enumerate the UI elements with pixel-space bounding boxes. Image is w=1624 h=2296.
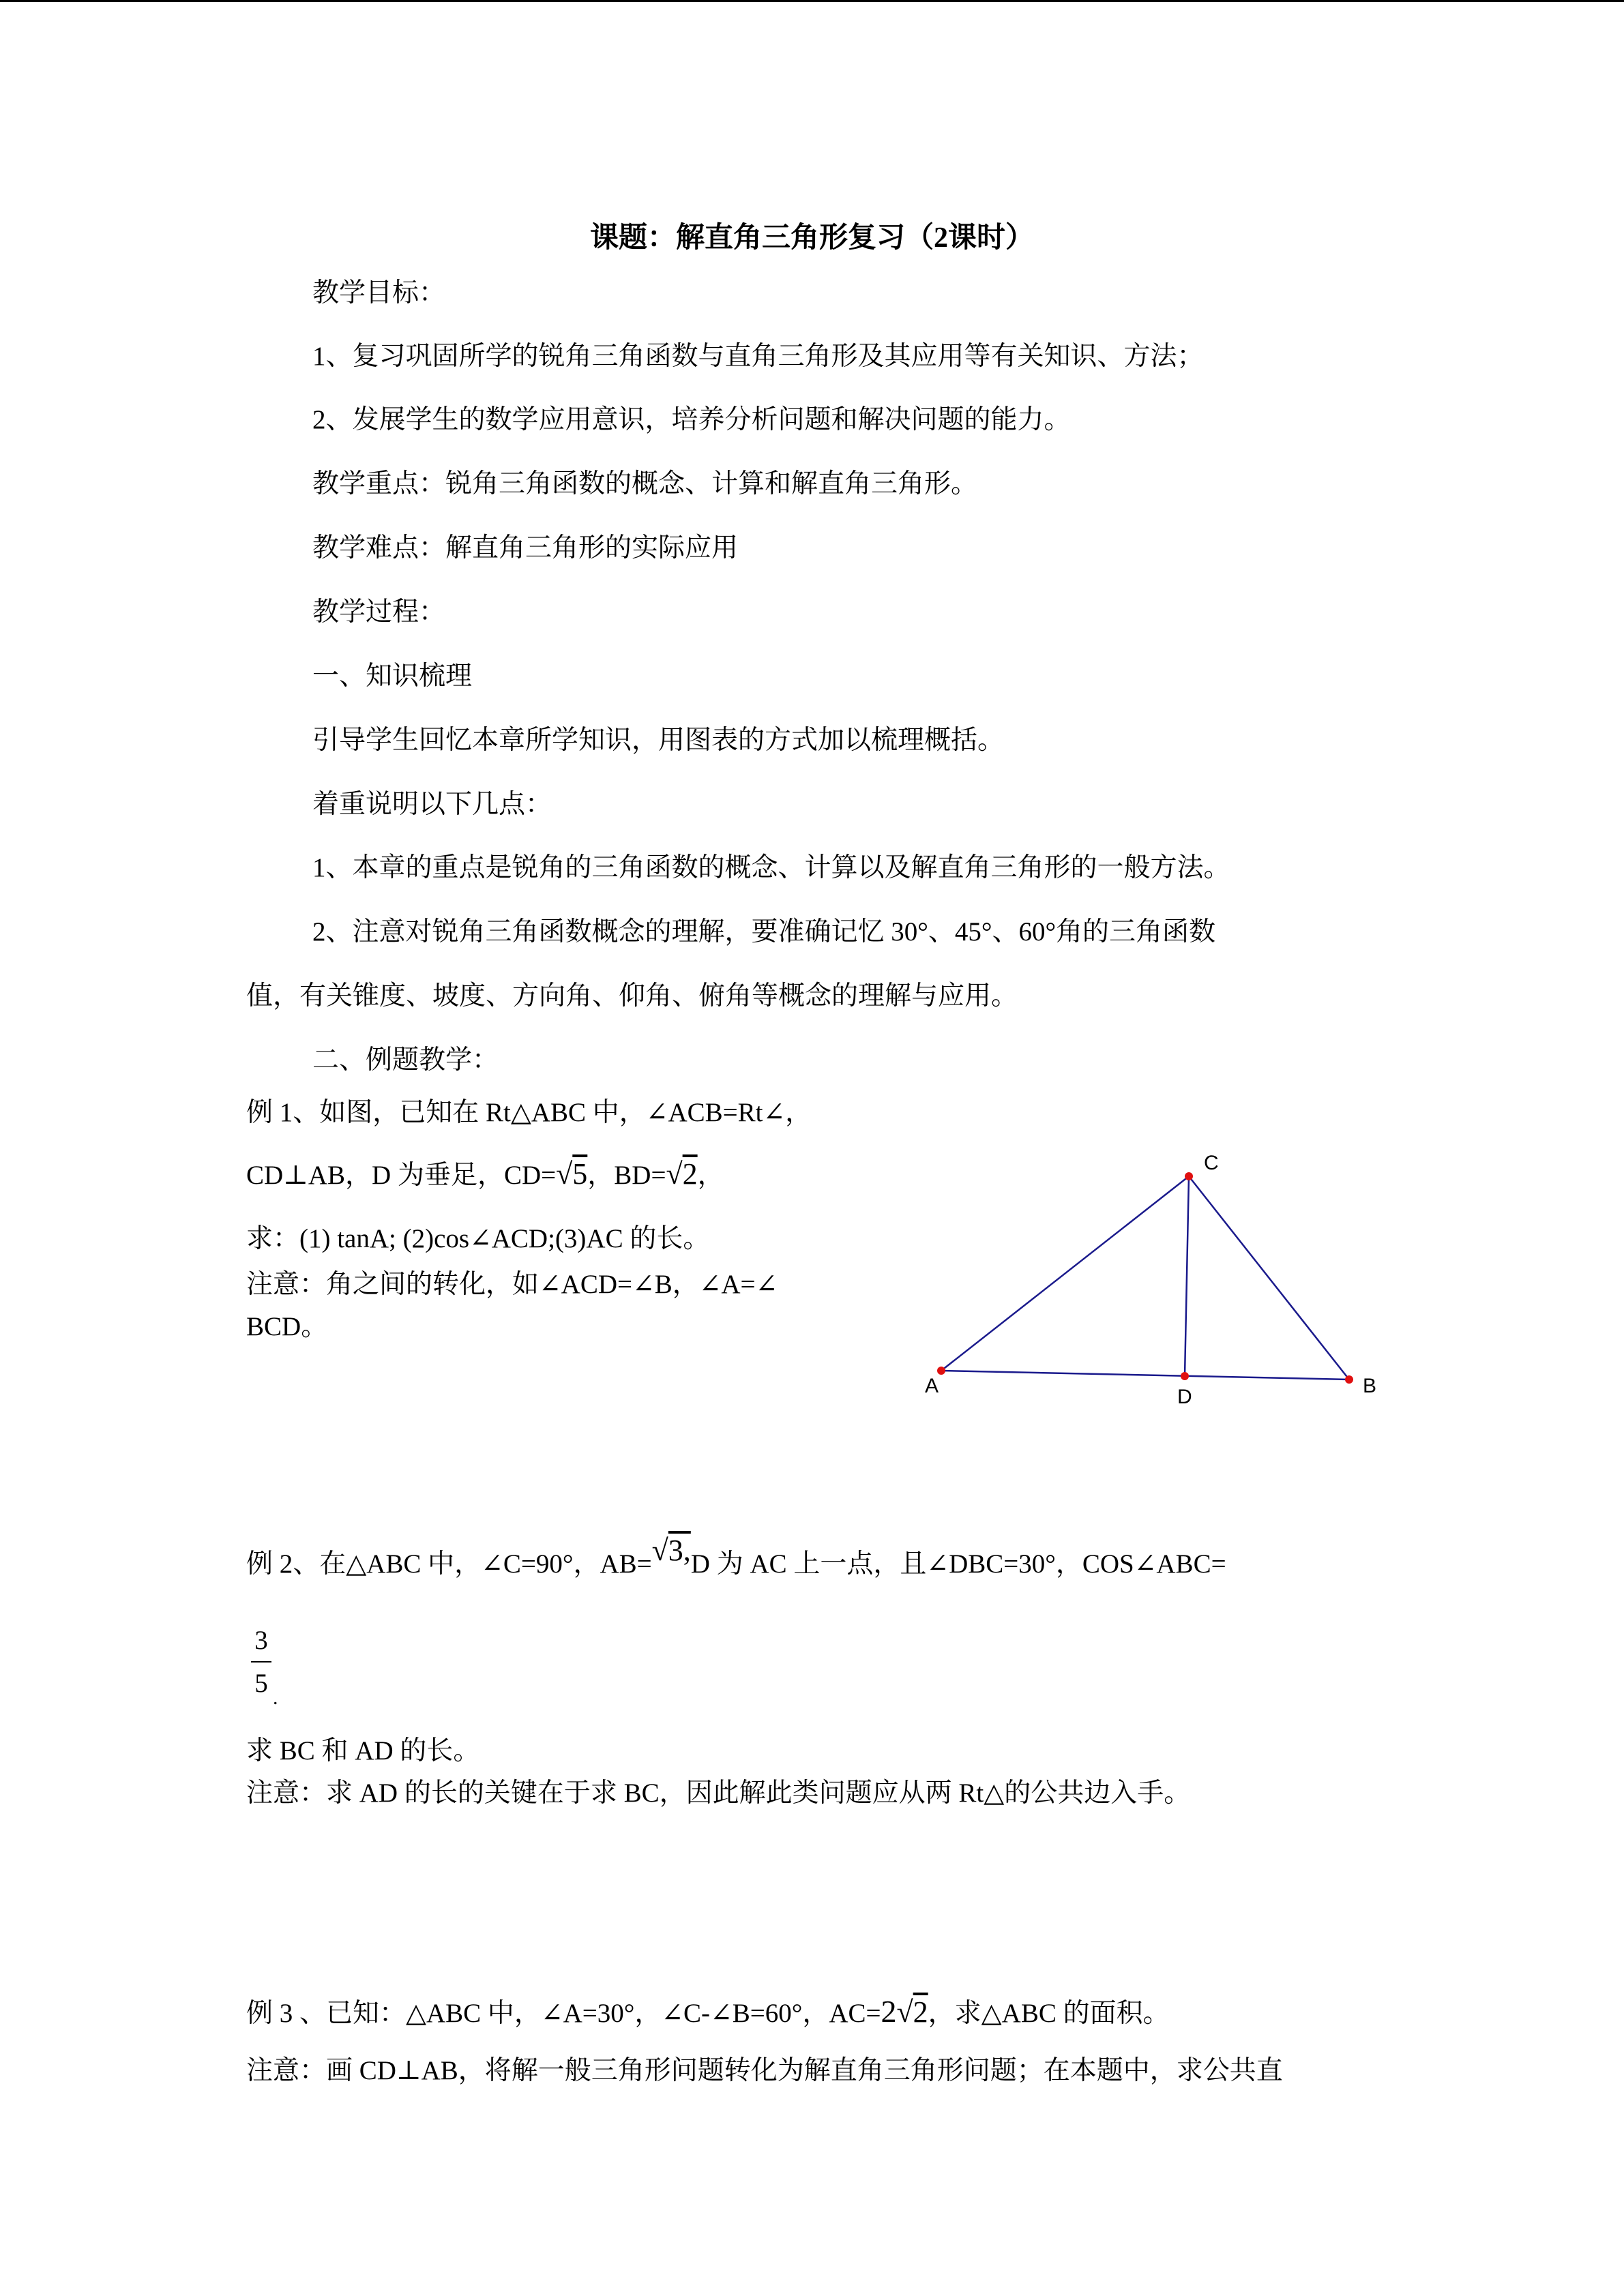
point-1: 1、本章的重点是锐角的三角函数的概念、计算以及解直角三角形的一般方法。 [312, 853, 1230, 882]
guide-text: 引导学生回忆本章所学知识，用图表的方式加以梳理概括。 [312, 726, 1005, 755]
example-1-line-5: BCD。 [246, 1312, 328, 1341]
label-a: A [925, 1375, 939, 1397]
difficulty-point: 教学难点：解直角三角形的实际应用 [312, 533, 739, 563]
example-1-line-2 [246, 1159, 724, 1189]
example-2-line-1 [246, 1534, 1226, 1579]
example-1-line-2-pre: CD⊥AB，D 为垂足，CD= [246, 1161, 557, 1190]
fraction-bar [251, 1661, 271, 1663]
point-a [937, 1367, 945, 1375]
objective-2: 2、发展学生的数学应用意识，培养分析问题和解决问题的能力。 [312, 405, 1071, 434]
example-2-note: 注意：求 AD 的长的关键在于求 BC，因此解此类问题应从两 Rt△的公共边入手。 [246, 1778, 1191, 1808]
example-3-pre: 例 3 、已知：△ABC 中，∠A=30°，∠C-∠B=60°，AC= [246, 1999, 881, 2028]
fraction-numerator: 3 [254, 1626, 268, 1655]
section-2-heading: 二、例题教学： [312, 1045, 499, 1075]
key-point: 教学重点：锐角三角函数的概念、计算和解直角三角形。 [312, 469, 978, 498]
objectives-heading: 教学目标： [312, 278, 446, 308]
fraction-denominator: 5 [254, 1669, 268, 1698]
example-2-post: D 为 AC 上一点，且∠DBC=30°，COS∠ABC= [690, 1549, 1226, 1579]
example-3-line-1 [246, 1996, 1170, 2027]
top-border [0, 0, 1624, 2]
example-1-line-4: 注意：角之间的转化，如∠ACD=∠B，∠A=∠ [246, 1270, 778, 1299]
section-1-heading: 一、知识梳理 [312, 661, 473, 691]
example-1-line-2-mid: ，BD= [587, 1161, 666, 1190]
label-b: B [1363, 1375, 1377, 1397]
example-2-ask: 求 BC 和 AD 的长。 [246, 1736, 480, 1765]
point-c [1185, 1172, 1193, 1180]
objective-1: 1、复习巩固所学的锐角三角函数与直角三角形及其应用等有关知识、方法； [312, 342, 1204, 371]
example-1-line-3: 求：(1) tanA; (2)cos∠ACD;(3)AC 的长。 [246, 1224, 710, 1253]
label-d: D [1177, 1386, 1192, 1408]
example-1-line-2-post: ， [697, 1161, 724, 1190]
side-ab [941, 1371, 1349, 1380]
point-d [1181, 1372, 1189, 1380]
fraction-tail: . [273, 1686, 278, 1709]
sqrt-2-ex3: √2 [896, 1995, 928, 2029]
point-b [1345, 1375, 1353, 1384]
example-3-note: 注意：画 CD⊥AB，将解一般三角形问题转化为解直角三角形问题；在本题中，求公共直 [246, 2056, 1283, 2085]
sqrt-3: √3, [651, 1534, 691, 1567]
point-2-line-2: 值，有关锥度、坡度、方向角、仰角、俯角等概念的理解与应用。 [246, 981, 1018, 1011]
fraction-3-5 [251, 1625, 271, 1699]
sqrt-2: √2 [666, 1157, 698, 1191]
example-3-coef: 2 [881, 1994, 897, 2029]
process-heading: 教学过程： [312, 597, 446, 627]
side-ac [941, 1176, 1189, 1371]
emphasis-text: 着重说明以下几点： [312, 790, 552, 819]
page-title: 课题：解直角三角形复习（2课时） [589, 222, 1034, 254]
example-3-post: ，求△ABC 的面积。 [928, 1999, 1170, 2028]
example-2-pre: 例 2、在△ABC 中，∠C=90°，AB= [246, 1549, 652, 1579]
side-cb [1189, 1176, 1349, 1380]
point-2-line-1: 2、注意对锐角三角函数概念的理解，要准确记忆 30°、45°、60°角的三角函数 [312, 917, 1216, 946]
triangle-figure [894, 1146, 1412, 1418]
example-1-line-1: 例 1、如图，已知在 Rt△ABC 中，∠ACB=Rt∠， [246, 1098, 812, 1127]
altitude-cd [1185, 1176, 1189, 1376]
label-c: C [1204, 1152, 1219, 1174]
sqrt-5: √5 [556, 1157, 588, 1191]
